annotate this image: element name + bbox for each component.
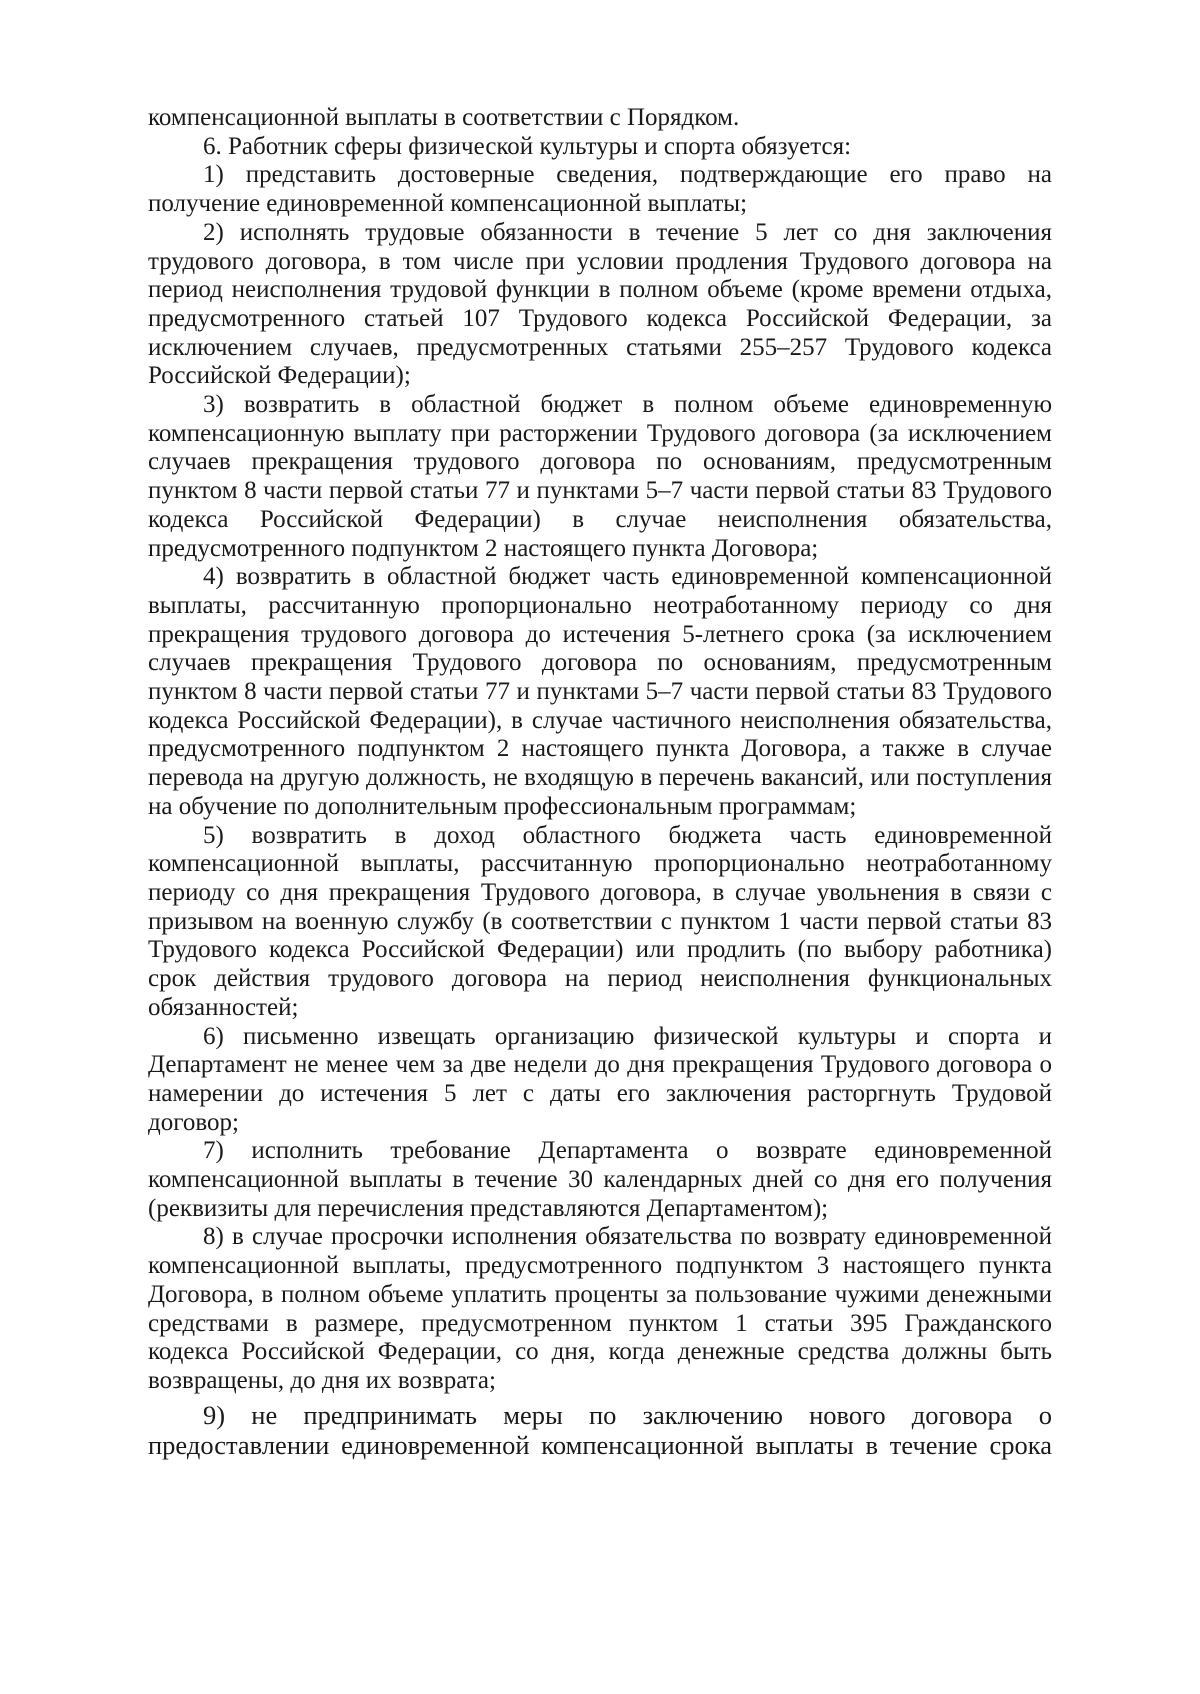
paragraph-item-5: 5) возвратить в доход областного бюджета часть единовременной компенсационной выплаты, рассчитанную пропорционально неотработанному периоду со дня прекращения Трудового договора, в случае увольнения в связи с призывом на военную службу (в соответствии с пунктом 1 части первой статьи 83 Трудового кодекса Российской Федерации) или продлить (по выбору работника) срок действия трудового договора на период неисполнения функциональных обязанностей; [148, 821, 1052, 1021]
paragraph-item-2: 2) исполнять трудовые обязанности в течение 5 лет со дня заключения трудового договора, в том числе при условии продления Трудового договора на период неисполнения трудовой функции в полном объеме (кроме времени отдыха, предусмотренного статьей 107 Трудового кодекса Российской Федерации, за исключением случаев, предусмотренных статьями 255–257 Трудового кодекса Российской Федерации); [148, 218, 1052, 390]
document-page [148, 104, 1052, 1460]
paragraph-item-4: 4) возвратить в областной бюджет часть единовременной компенсационной выплаты, рассчитанную пропорционально неотработанному периоду со дня прекращения трудового договора до истечения 5-летнего срока (за исключением случаев прекращения Трудового договора по основаниям, предусмотренным пунктом 8 части первой статьи 77 и пунктами 5–7 части первой статьи 83 Трудового кодекса Российской Федерации), в случае частичного неисполнения обязательства, предусмотренного подпунктом 2 настоящего пункта Договора, а также в случае перевода на другую должность, не входящую в перечень вакансий, или поступления на обучение по дополнительным профессиональным программам; [148, 563, 1052, 820]
paragraph-section-6: 6. Работник сферы физической культуры и спорта обязуется: [203, 132, 852, 160]
paragraph-item-1: 1) представить достоверные сведения, подтверждающие его право на получение единовременной компенсационной выплаты; [148, 161, 1052, 218]
paragraph-item-8: 8) в случае просрочки исполнения обязательства по возврату единовременной компенсационной выплаты, предусмотренного подпунктом 3 настоящего пункта Договора, в полном объеме уплатить проценты за пользование чужими денежными средствами в размере, предусмотренном пунктом 1 статьи 395 Гражданского кодекса Российской Федерации, со дня, когда денежные средства должны быть возвращены, до дня их возврата; [148, 1223, 1052, 1394]
paragraph-item-7: 7) исполнить требование Департамента о возврате единовременной компенсационной выплаты в течение 30 календарных дней со дня его получения (реквизиты для перечисления представляются Департаментом); [148, 1137, 1052, 1222]
paragraph-item-6: 6) письменно извещать организацию физической культуры и спорта и Департамент не менее чем за две недели до дня прекращения Трудового договора о намерении до истечения 5 лет с даты его заключения расторгнуть Трудовой договор; [148, 1022, 1052, 1136]
paragraph-item-3: 3) возвратить в областной бюджет в полном объеме единовременную компенсационную выплату при расторжении Трудового договора (за исключением случаев прекращения трудового договора по основаниям, предусмотренным пунктом 8 части первой статьи 77 и пунктами 5–7 части первой статьи 83 Трудового кодекса Российской Федерации) в случае неисполнения обязательства, предусмотренного подпунктом 2 настоящего пункта Договора; [148, 391, 1052, 562]
paragraph-item-9: 9) не предпринимать меры по заключению нового договора о предоставлении единовременной компенсационной выплаты в течение срока [148, 1399, 1052, 1460]
paragraph-continuation: компенсационной выплаты в соответствии с Порядком. [148, 104, 740, 131]
